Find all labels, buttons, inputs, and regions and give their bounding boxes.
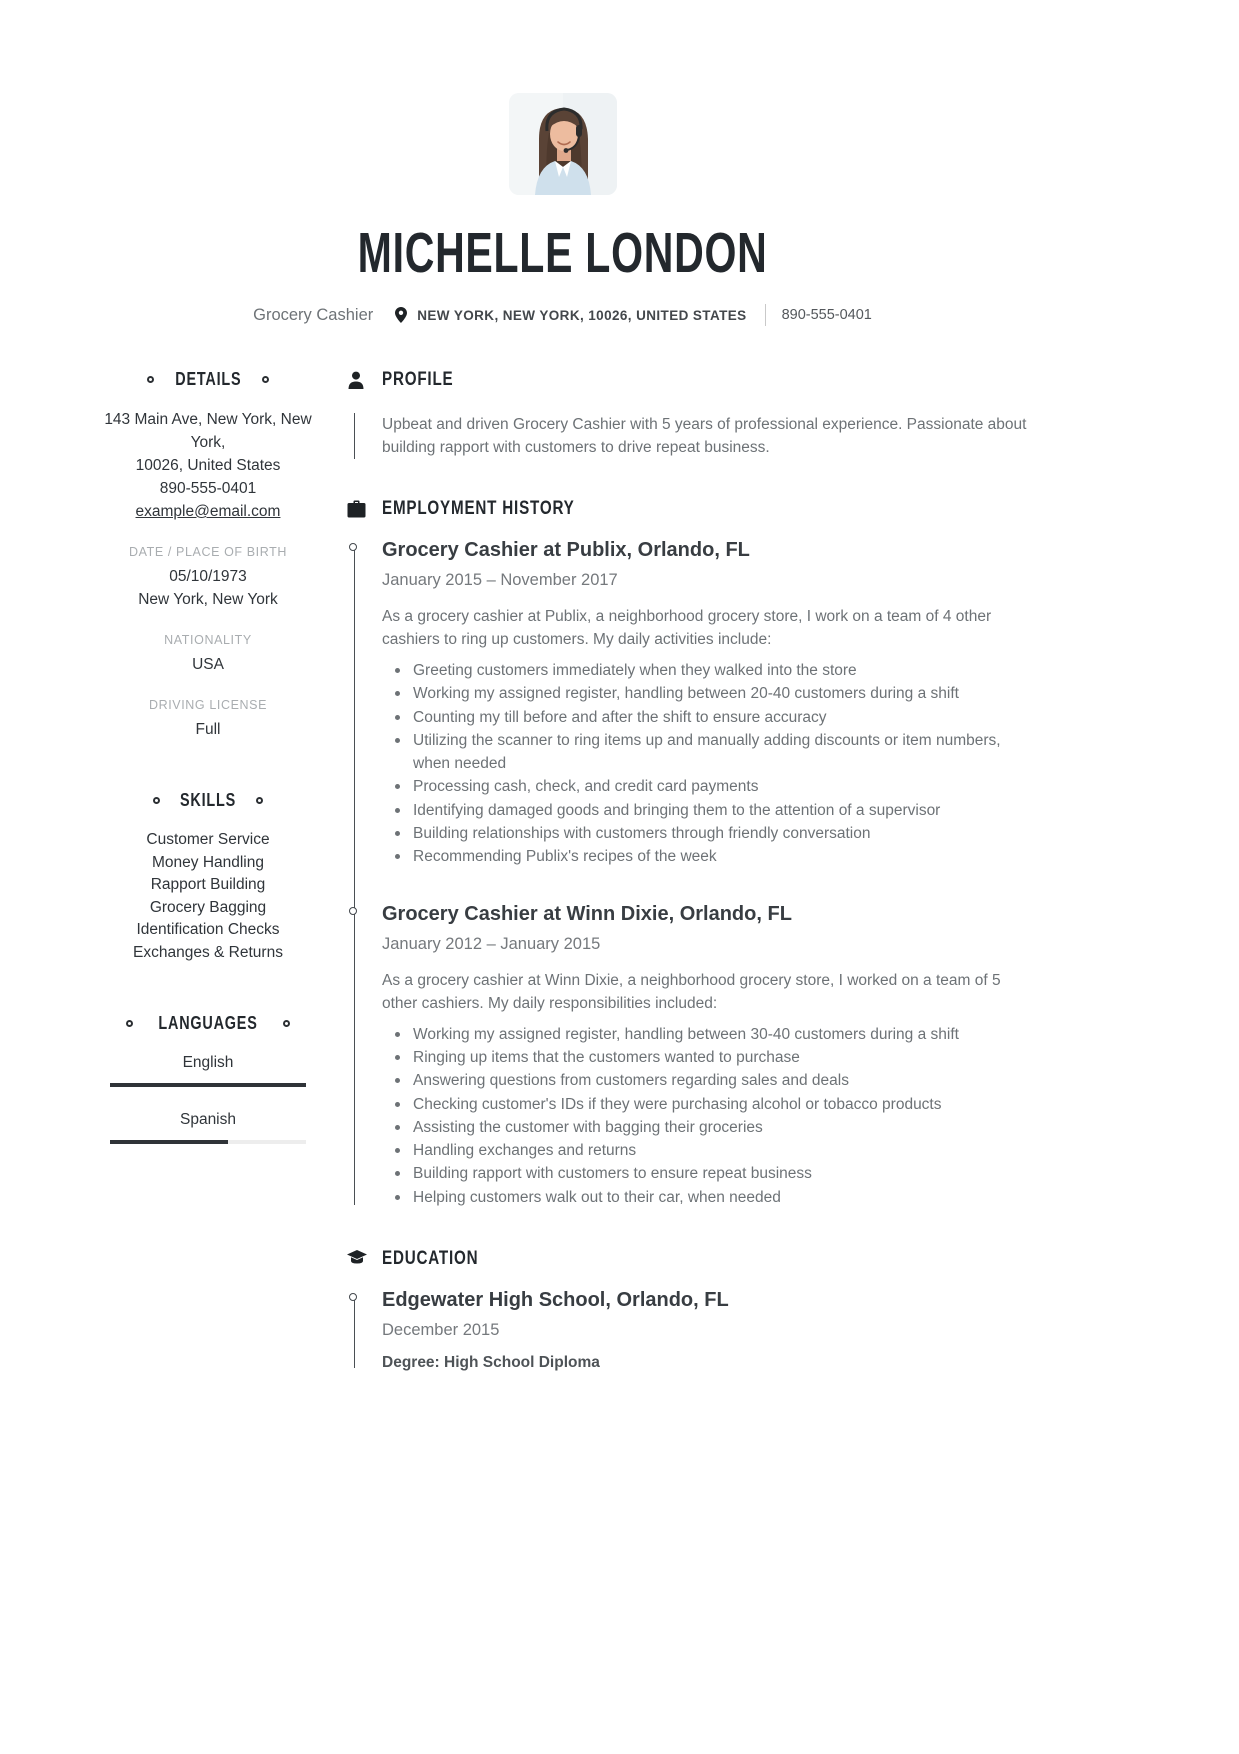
language-name: Spanish — [179, 1111, 236, 1128]
job-bullet: Utilizing the scanner to ring items up and manually adding discounts or item numbers, when needed — [382, 729, 1035, 776]
languages-list — [95, 1054, 321, 1144]
job-bullet: Recommending Publix's recipes of the week — [382, 845, 1035, 868]
skill-item: Rapport Building — [150, 876, 266, 893]
degree-text: Degree: High School Diploma — [382, 1354, 600, 1372]
skill-item: Grocery Bagging — [149, 898, 267, 916]
language-level-bar — [110, 1083, 306, 1087]
contact-row — [95, 304, 1030, 326]
location-text: NEW YORK, NEW YORK, 10026, UNITED STATES — [417, 307, 747, 323]
job-bullet: Identifying damaged goods and bringing them to the attention of a supervisor — [382, 799, 1035, 822]
job-bullet: Building rapport with customers to ensure repeat business — [382, 1162, 1035, 1185]
skill-item: Exchanges & Returns — [133, 943, 283, 961]
job-entry — [347, 902, 1035, 1209]
birth-label: DATE / PLACE OF BIRTH — [129, 545, 287, 559]
job-bullet: Checking customer's IDs if they were purchasing alcohol or tobacco products — [382, 1093, 1035, 1116]
email-link[interactable]: example@email.com — [135, 503, 281, 520]
ring-icon — [262, 376, 269, 383]
job-title: Grocery Cashier at Publix, Orlando, FL — [382, 539, 750, 561]
language-level-fill — [110, 1140, 228, 1144]
profile-heading — [347, 370, 1035, 389]
ring-icon — [256, 797, 263, 804]
language-level-bar — [110, 1140, 306, 1144]
job-bullet: Working my assigned register, handling between 30-40 customers during a shift — [382, 1023, 1035, 1046]
job-bullet-list — [382, 1023, 1035, 1209]
job-title: Grocery Cashier — [253, 305, 374, 324]
language-item — [95, 1111, 321, 1144]
ring-icon — [283, 1020, 290, 1027]
person-icon — [347, 371, 367, 389]
header — [95, 0, 1030, 326]
language-name: English — [182, 1054, 234, 1071]
job-summary: As a grocery cashier at Winn Dixie, a neighborhood grocery store, I worked on a team of 5 other cashiers. My daily responsibilities included: — [382, 971, 1001, 1012]
education-entries — [347, 1288, 1035, 1372]
details-heading-label: DETAILS — [174, 369, 242, 389]
driving-license-label: DRIVING LICENSE — [148, 698, 268, 712]
employment-entries — [347, 538, 1035, 1209]
job-dates: January 2012 – January 2015 — [382, 934, 601, 953]
birth-place: New York, New York — [138, 591, 278, 608]
education-heading — [347, 1249, 1035, 1268]
languages-heading-label: LANGUAGES — [158, 1013, 258, 1033]
driving-license-value: Full — [195, 721, 221, 738]
profile-text: Upbeat and driven Grocery Cashier with 5 years of professional experience. Passionate about building rapport with customers to drive repeat business. — [354, 413, 1035, 459]
skills-heading-label: SKILLS — [179, 790, 236, 810]
main-column — [347, 370, 1035, 1372]
education-entry — [347, 1288, 1035, 1372]
sidebar — [95, 370, 321, 1372]
address-line: 143 Main Ave, New York, New York, — [104, 411, 312, 451]
details-section — [95, 370, 321, 741]
timeline-dot-icon — [349, 1293, 357, 1301]
skills-heading — [95, 791, 321, 809]
language-item — [95, 1054, 321, 1087]
skill-item: Customer Service — [146, 831, 270, 848]
phone-number: 890-555-0401 — [781, 307, 872, 323]
job-title: Grocery Cashier at Winn Dixie, Orlando, FL — [382, 902, 792, 925]
profile-photo — [509, 93, 617, 195]
job-bullet: Ringing up items that the customers wanted to purchase — [382, 1046, 1035, 1069]
nationality-label: NATIONALITY — [164, 633, 252, 647]
job-bullet: Assisting the customer with bagging their groceries — [382, 1116, 1035, 1139]
skills-section — [95, 791, 321, 964]
job-bullet: Answering questions from customers regarding sales and deals — [382, 1069, 1035, 1092]
person-name: MICHELLE LONDON — [357, 221, 768, 285]
employment-heading — [347, 499, 1035, 518]
ring-icon — [126, 1020, 133, 1027]
contact-divider — [765, 304, 766, 326]
profile-heading-label: PROFILE — [382, 369, 454, 390]
timeline-dot-icon — [349, 543, 357, 551]
job-bullet: Counting my till before and after the shift to ensure accuracy — [382, 706, 1035, 729]
job-bullet: Helping customers walk out to their car, when needed — [382, 1186, 1035, 1209]
ring-icon — [147, 376, 154, 383]
nationality-value: USA — [192, 656, 224, 673]
job-bullet: Greeting customers immediately when they walked into the store — [382, 659, 1035, 682]
profile-section — [347, 370, 1035, 459]
languages-section — [95, 1014, 321, 1144]
employment-section — [347, 499, 1035, 1209]
address-line: 10026, United States — [135, 457, 281, 474]
job-dates: January 2015 – November 2017 — [382, 571, 618, 589]
education-dates: December 2015 — [382, 1321, 500, 1340]
job-bullet: Building relationships with customers through friendly conversation — [382, 822, 1035, 845]
briefcase-icon — [347, 500, 367, 518]
job-bullet: Handling exchanges and returns — [382, 1139, 1035, 1162]
language-level-fill — [110, 1083, 306, 1087]
job-summary: As a grocery cashier at Publix, a neighborhood grocery store, I work on a team of 4 other cashiers to ring up customers. My daily activities include: — [382, 608, 992, 648]
job-bullet: Processing cash, check, and credit card payments — [382, 775, 1035, 798]
details-heading — [95, 370, 321, 388]
skill-item: Money Handling — [151, 853, 264, 871]
job-entry — [347, 538, 1035, 869]
languages-heading — [95, 1014, 321, 1032]
education-section — [347, 1249, 1035, 1372]
timeline-dot-icon — [349, 907, 357, 915]
location-pin-icon — [395, 307, 407, 323]
job-bullet: Working my assigned register, handling between 20-40 customers during a shift — [382, 682, 1035, 705]
birth-date: 05/10/1973 — [169, 568, 247, 585]
sidebar-phone: 890-555-0401 — [159, 480, 257, 497]
ring-icon — [153, 797, 160, 804]
content-columns — [95, 370, 1035, 1372]
education-heading-label: EDUCATION — [382, 1248, 479, 1270]
job-bullet-list — [382, 659, 1035, 869]
portrait-illustration — [509, 93, 617, 195]
employment-heading-label: EMPLOYMENT HISTORY — [382, 498, 575, 519]
skill-item: Identification Checks — [136, 921, 280, 938]
skills-list — [95, 829, 321, 964]
graduation-cap-icon — [347, 1250, 367, 1267]
school-name: Edgewater High School, Orlando, FL — [382, 1289, 729, 1312]
